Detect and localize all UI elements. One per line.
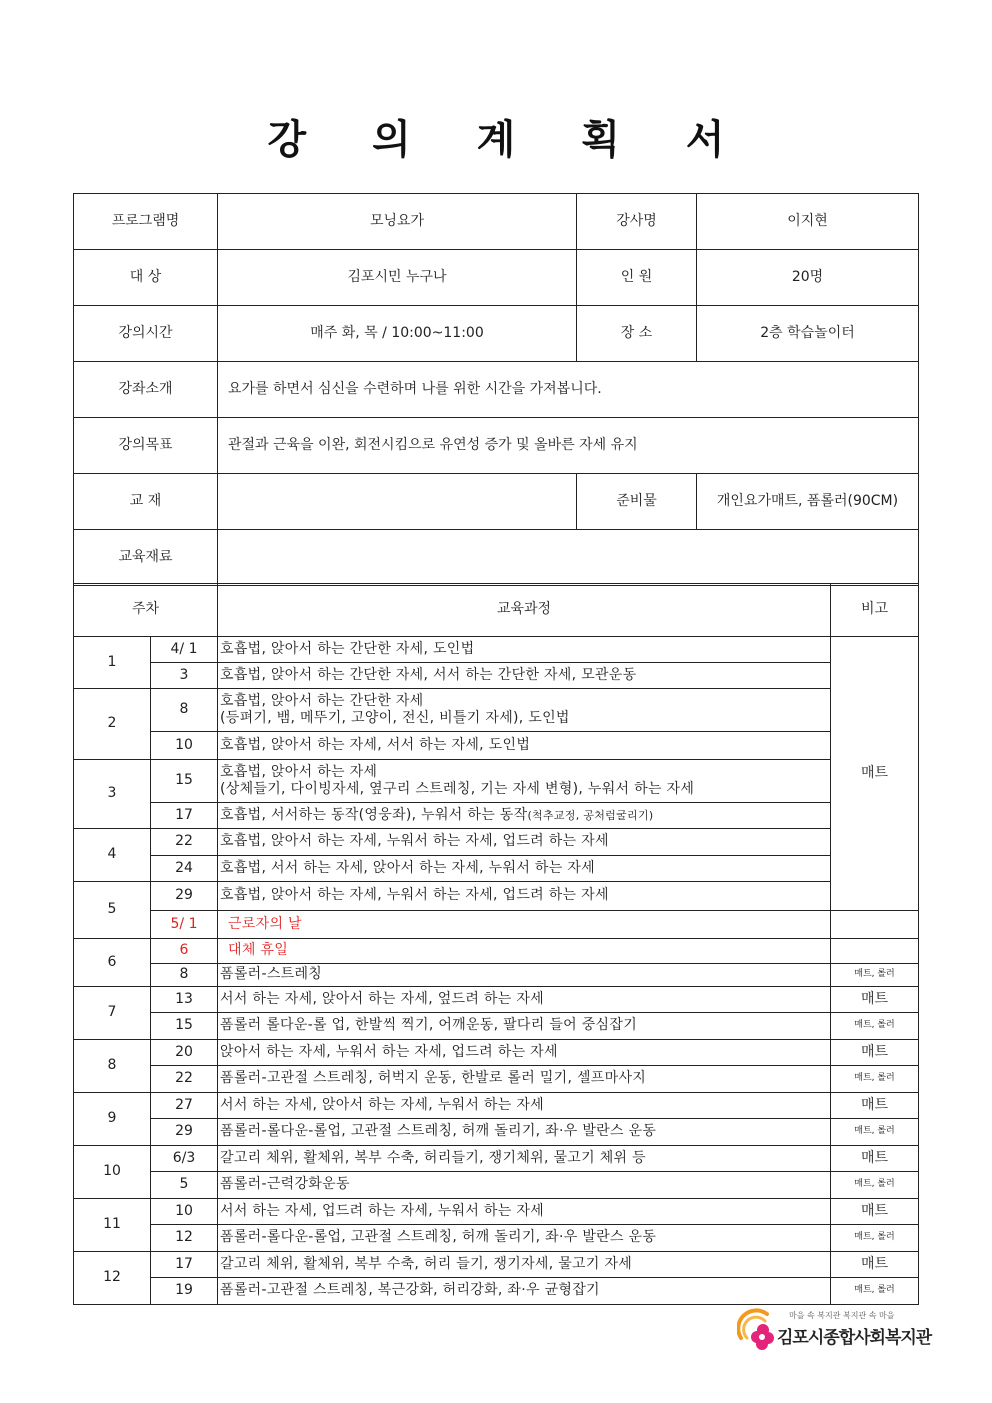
- date-cell: 10: [151, 1199, 218, 1225]
- content-cell: 호흡법, 앉아서 하는 자세, 누워서 하는 자세, 업드려 하는 자세: [218, 829, 831, 856]
- table-row: [74, 1093, 919, 1119]
- table-row: [74, 964, 919, 987]
- supplies-label: 준비물: [577, 474, 697, 530]
- target-label: 대 상: [74, 250, 218, 306]
- note-cell: 매트: [831, 987, 919, 1013]
- week-cell: 3: [74, 760, 151, 829]
- target-value: 김포시민 누구나: [218, 250, 577, 306]
- date-cell: 22: [151, 829, 218, 856]
- note-cell: [831, 911, 919, 939]
- time-label: 강의시간: [74, 306, 218, 362]
- materials-value: [218, 530, 919, 586]
- schedule-header-row: [74, 584, 919, 637]
- content-cell: 갈고리 체위, 활체위, 복부 수축, 허리들기, 쟁기체위, 물고기 체위 등: [218, 1146, 831, 1172]
- date-cell: 6: [151, 939, 218, 964]
- capacity-value: 20명: [697, 250, 919, 306]
- week-cell: 9: [74, 1093, 151, 1146]
- date-cell: 29: [151, 882, 218, 911]
- content-cell: 폼롤러-고관절 스트레칭, 복근강화, 허리강화, 좌·우 균형잡기: [218, 1278, 831, 1305]
- content-cell: 호흡법, 서서 하는 자세, 앉아서 하는 자세, 누워서 하는 자세: [218, 856, 831, 882]
- content-cell: 폼롤러 롤다운-롤 업, 한발씩 찍기, 어깨운동, 팔다리 들어 중심잡기: [218, 1013, 831, 1040]
- table-row: [74, 803, 919, 829]
- materials-label: 교육재료: [74, 530, 218, 586]
- place-value: 2층 학습놀이터: [697, 306, 919, 362]
- capacity-label: 인 원: [577, 250, 697, 306]
- content-cell: 서서 하는 자세, 앉아서 하는 자세, 엎드려 하는 자세: [218, 987, 831, 1013]
- note-cell: 매트, 롤러: [831, 1013, 919, 1040]
- content-cell: 호흡법, 앉아서 하는 간단한 자세, 서서 하는 간단한 자세, 모관운동: [218, 663, 831, 689]
- welfare-center-logo: [737, 1306, 932, 1356]
- content-line-2: (등펴기, 뱀, 메뚜기, 고양이, 전신, 비틀기 자세), 도인법: [220, 710, 570, 726]
- week-cell: 12: [74, 1252, 151, 1305]
- content-cell: 갈고리 체위, 활체위, 복부 수축, 허리 들기, 쟁기자세, 물고기 자세: [218, 1252, 831, 1278]
- table-row: [74, 1146, 919, 1172]
- table-row: [74, 1225, 919, 1252]
- table-row: [74, 1040, 919, 1066]
- note-cell: 매트: [831, 1199, 919, 1225]
- content-cell: 폼롤러-스트레칭: [218, 964, 831, 987]
- intro-value: 요가를 하면서 심신을 수련하며 나를 위한 시간을 가져봅니다.: [218, 362, 919, 418]
- intro-label: 강좌소개: [74, 362, 218, 418]
- note-cell: 매트, 롤러: [831, 964, 919, 987]
- content-cell: 서서 하는 자세, 앉아서 하는 자세, 누워서 하는 자세: [218, 1093, 831, 1119]
- week-cell: 8: [74, 1040, 151, 1093]
- table-row: [74, 1278, 919, 1305]
- content-cell: 서서 하는 자세, 업드려 하는 자세, 누워서 하는 자세: [218, 1199, 831, 1225]
- table-row: [74, 760, 919, 803]
- date-cell: 15: [151, 760, 218, 803]
- time-value: 매주 화, 목 / 10:00~11:00: [218, 306, 577, 362]
- table-row: [74, 1013, 919, 1040]
- table-row: [74, 882, 919, 911]
- note-cell-merged: 매트: [831, 637, 919, 911]
- info-table: [73, 193, 919, 586]
- table-row: [74, 663, 919, 689]
- date-cell: 17: [151, 1252, 218, 1278]
- content-cell: [218, 939, 831, 964]
- date-cell: 20: [151, 1040, 218, 1066]
- note-cell: 매트: [831, 1093, 919, 1119]
- date-cell: 13: [151, 987, 218, 1013]
- content-cell: 호흡법, 앉아서 하는 자세, 서서 하는 자세, 도인법: [218, 732, 831, 760]
- date-cell: 17: [151, 803, 218, 829]
- content-cell: 폼롤러-근력강화운동: [218, 1172, 831, 1199]
- date-cell: 4/ 1: [151, 637, 218, 663]
- table-row: [74, 911, 919, 939]
- week-cell: 5: [74, 882, 151, 939]
- note-cell: 매트: [831, 1040, 919, 1066]
- table-row: [74, 732, 919, 760]
- date-cell: 3: [151, 663, 218, 689]
- date-cell: 6/3: [151, 1146, 218, 1172]
- table-row: [74, 637, 919, 663]
- date-cell: 5: [151, 1172, 218, 1199]
- note-cell: 매트, 롤러: [831, 1278, 919, 1305]
- note-cell: 매트, 롤러: [831, 1066, 919, 1093]
- content-cell: [218, 911, 831, 939]
- content-cell: [218, 689, 831, 732]
- program-value: 모닝요가: [218, 194, 577, 250]
- goal-label: 강의목표: [74, 418, 218, 474]
- week-cell: 6: [74, 939, 151, 987]
- date-cell: 22: [151, 1066, 218, 1093]
- place-label: 장 소: [577, 306, 697, 362]
- content-cell: 폼롤러-롤다운-롤업, 고관절 스트레칭, 허깨 돌리기, 좌·우 발란스 운동: [218, 1119, 831, 1146]
- table-row: [74, 1119, 919, 1146]
- date-cell: 8: [151, 689, 218, 732]
- content-cell: 앉아서 하는 자세, 누워서 하는 자세, 업드려 하는 자세: [218, 1040, 831, 1066]
- date-cell: 8: [151, 964, 218, 987]
- table-row: [74, 1066, 919, 1093]
- week-cell: 1: [74, 637, 151, 689]
- content-cell: 호흡법, 앉아서 하는 자세, 누워서 하는 자세, 업드려 하는 자세: [218, 882, 831, 911]
- instructor-value: 이지현: [697, 194, 919, 250]
- table-row: [74, 939, 919, 964]
- note-cell: 매트, 롤러: [831, 1119, 919, 1146]
- logo-name: 김포시종합사회복지관: [777, 1328, 932, 1348]
- content-line-2: (상체들기, 다이빙자세, 옆구리 스트레칭, 기는 자세 변형), 누워서 하는 자세: [220, 781, 695, 797]
- content-small-text: (척추교정, 공처럼굴리기): [527, 808, 654, 822]
- date-cell: 12: [151, 1225, 218, 1252]
- holiday-text: 근로자의 날: [228, 915, 302, 932]
- table-row: [74, 1199, 919, 1225]
- table-row: [74, 829, 919, 856]
- date-cell: 19: [151, 1278, 218, 1305]
- page-title: 강 의 계 획 서: [267, 116, 751, 163]
- content-line-1: 호흡법, 앉아서 하는 자세: [220, 763, 378, 780]
- week-cell: 4: [74, 829, 151, 882]
- date-cell: 24: [151, 856, 218, 882]
- course-header: 교육과정: [218, 584, 831, 637]
- note-cell: 매트, 롤러: [831, 1172, 919, 1199]
- note-cell: 매트, 롤러: [831, 1225, 919, 1252]
- textbook-value: [218, 474, 577, 530]
- note-cell: 매트: [831, 1252, 919, 1278]
- date-cell: 27: [151, 1093, 218, 1119]
- table-row: [74, 987, 919, 1013]
- week-cell: 11: [74, 1199, 151, 1252]
- week-cell: 10: [74, 1146, 151, 1199]
- table-row: [74, 689, 919, 732]
- content-text: 호흡법, 서서하는 동작(영웅좌), 누워서 하는 동작: [220, 806, 528, 823]
- note-cell: [831, 939, 919, 964]
- content-cell: 폼롤러-롤다운-롤업, 고관절 스트레칭, 허깨 돌리기, 좌·우 발란스 운동: [218, 1225, 831, 1252]
- holiday-text: 대체 휴일: [228, 942, 289, 959]
- content-cell: [218, 760, 831, 803]
- content-cell: 호흡법, 앉아서 하는 간단한 자세, 도인법: [218, 637, 831, 663]
- instructor-label: 강사명: [577, 194, 697, 250]
- goal-value: 관절과 근육을 이완, 회전시킴으로 유연성 증가 및 올바른 자세 유지: [218, 418, 919, 474]
- week-cell: 2: [74, 689, 151, 760]
- note-header: 비고: [831, 584, 919, 637]
- date-cell: 10: [151, 732, 218, 760]
- week-cell: 7: [74, 987, 151, 1040]
- textbook-label: 교 재: [74, 474, 218, 530]
- table-row: [74, 1172, 919, 1199]
- date-cell: 5/ 1: [151, 911, 218, 939]
- content-cell: 폼롤러-고관절 스트레칭, 허벅지 운동, 한발로 롤러 밀기, 셀프마사지: [218, 1066, 831, 1093]
- week-header: 주차: [74, 584, 218, 637]
- logo-mark-icon: [737, 1308, 781, 1354]
- logo-tagline: 마을 속 복지관 복지관 속 마을: [789, 1311, 895, 1320]
- content-cell: [218, 803, 831, 829]
- table-row: [74, 856, 919, 882]
- date-cell: 15: [151, 1013, 218, 1040]
- schedule-table: [73, 583, 919, 1305]
- note-cell: 매트: [831, 1146, 919, 1172]
- program-label: 프로그램명: [74, 194, 218, 250]
- supplies-value: 개인요가매트, 폼롤러(90CM): [697, 474, 919, 530]
- date-cell: 29: [151, 1119, 218, 1146]
- table-row: [74, 1252, 919, 1278]
- content-line-1: 호흡법, 앉아서 하는 간단한 자세: [220, 692, 424, 709]
